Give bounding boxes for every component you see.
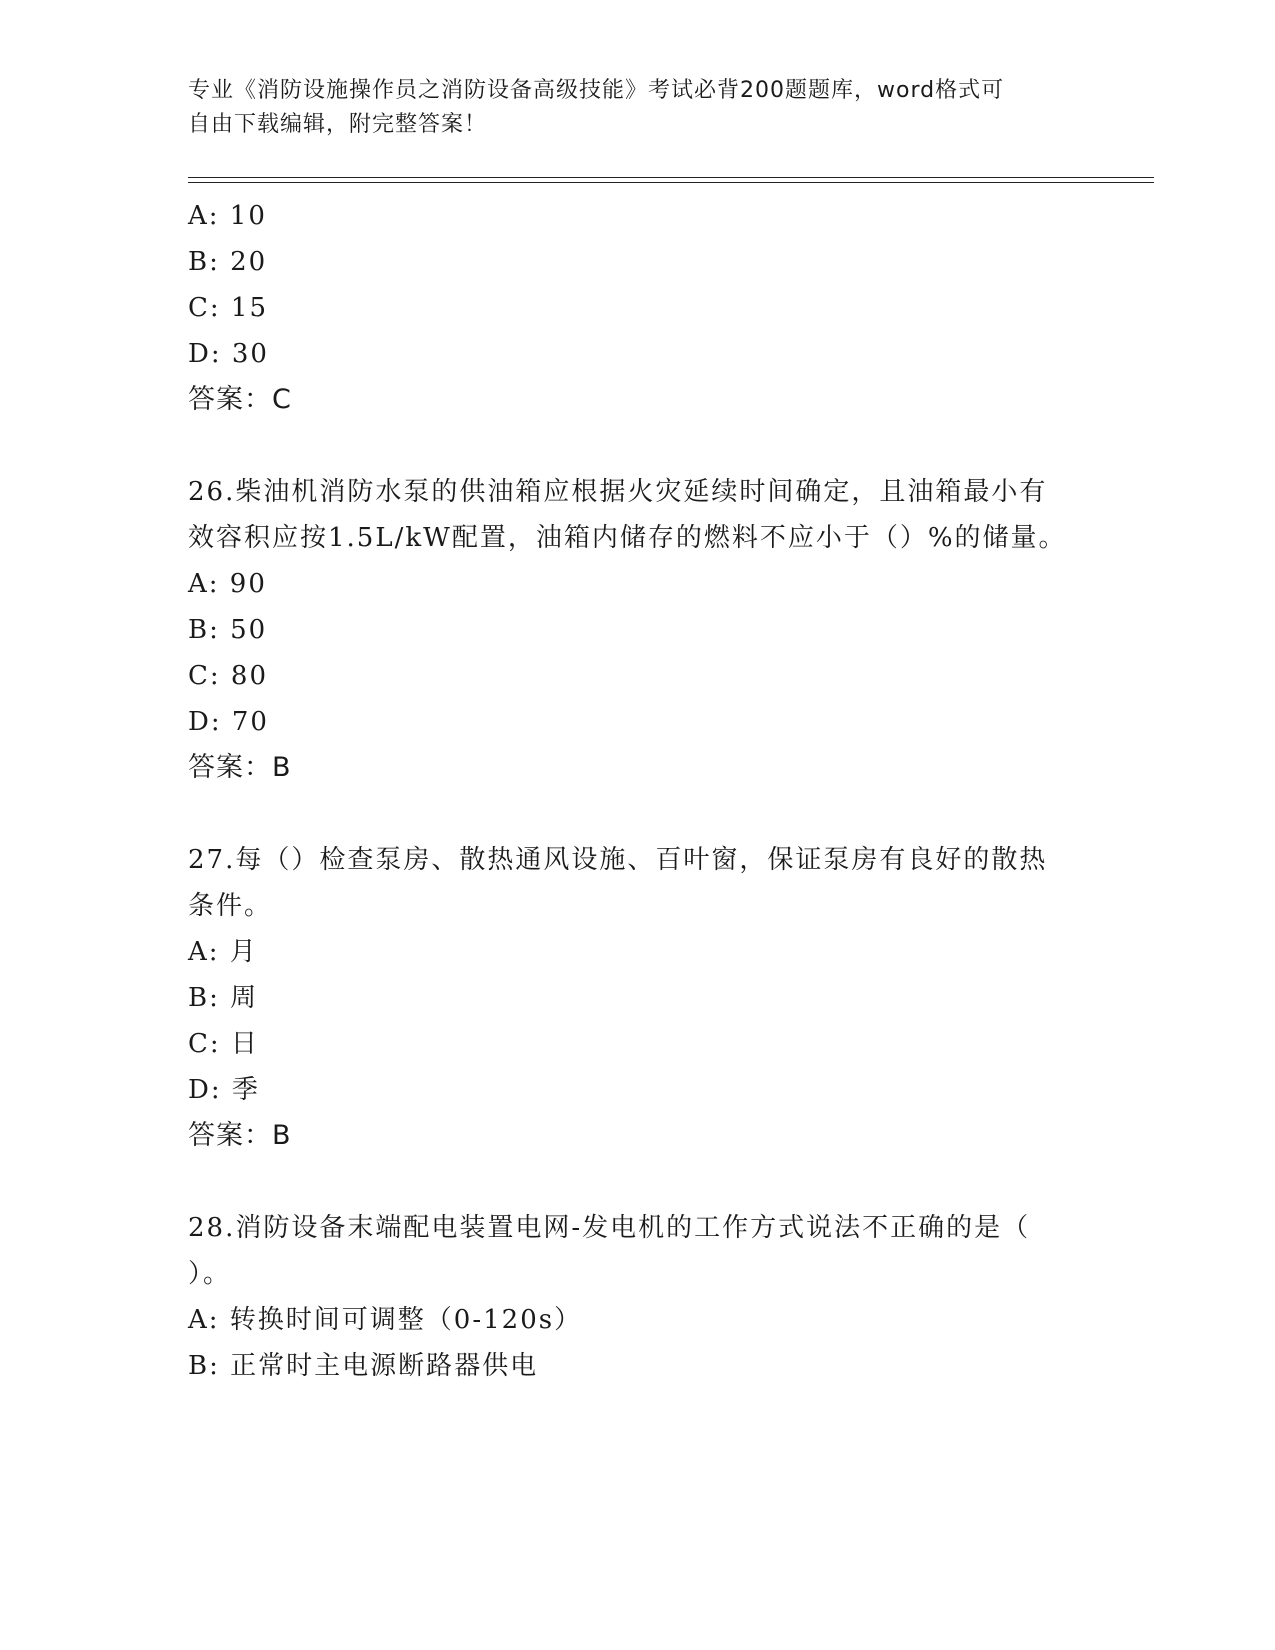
question-content — [188, 193, 1088, 1389]
answer: 答案：B — [188, 1120, 292, 1151]
header-divider-bottom — [188, 182, 1154, 183]
question-28 — [188, 1205, 1088, 1389]
question-26 — [188, 469, 1088, 791]
question-stem-line-2: 条件。 — [188, 891, 273, 921]
header-line-1: 专业《消防设施操作员之消防设备高级技能》考试必背200题题库，word格式可 — [188, 78, 1005, 103]
option-b: B: 50 — [188, 615, 268, 645]
header-divider-top — [188, 177, 1154, 178]
header-line-2: 自由下载编辑，附完整答案！ — [188, 112, 488, 137]
question-stem-line-2: ）。 — [188, 1259, 232, 1289]
option-d: D: 30 — [188, 339, 269, 369]
question-25 — [188, 193, 1088, 423]
option-c: C: 80 — [188, 661, 269, 691]
document-header — [188, 74, 1068, 142]
option-a: A: 10 — [188, 201, 267, 231]
question-27 — [188, 837, 1088, 1159]
option-a: A: 90 — [188, 569, 267, 599]
option-b: B: 20 — [188, 247, 268, 277]
option-d: D: 季 — [188, 1075, 260, 1105]
option-d: D: 70 — [188, 707, 269, 737]
question-stem-line-2: 效容积应按1.5L/kW配置，油箱内储存的燃料不应小于（）%的储量。 — [188, 523, 1067, 553]
question-stem-line-1: 28.消防设备末端配电装置电网-发电机的工作方式说法不正确的是（ — [188, 1213, 1031, 1243]
option-b: B: 正常时主电源断路器供电 — [188, 1351, 539, 1381]
answer: 答案：C — [188, 384, 292, 415]
option-c: C: 日 — [188, 1029, 259, 1059]
option-b: B: 周 — [188, 983, 259, 1013]
question-stem-line-1: 26.柴油机消防水泵的供油箱应根据火灾延续时间确定，且油箱最小有 — [188, 477, 1048, 507]
answer: 答案：B — [188, 752, 292, 783]
option-a: A: 转换时间可调整（0-120s） — [188, 1305, 583, 1335]
option-a: A: 月 — [188, 937, 258, 967]
option-c: C: 15 — [188, 293, 269, 323]
question-stem-line-1: 27.每（）检查泵房、散热通风设施、百叶窗，保证泵房有良好的散热 — [188, 845, 1048, 875]
